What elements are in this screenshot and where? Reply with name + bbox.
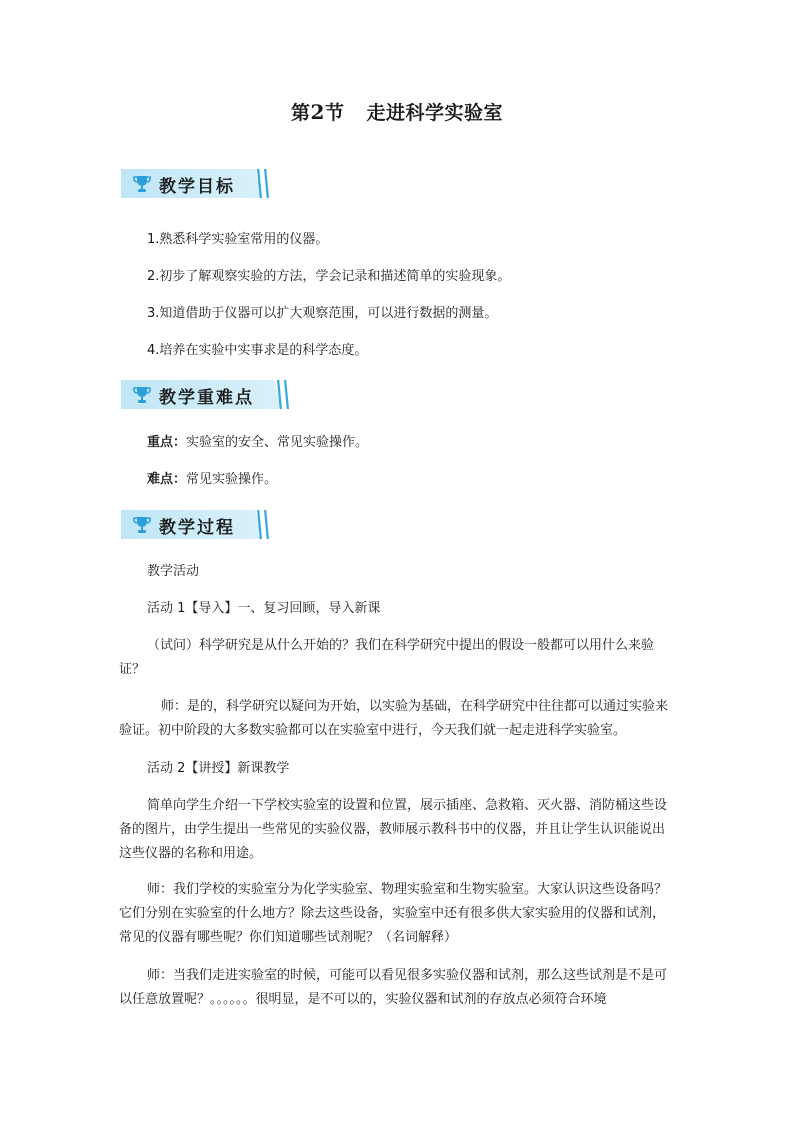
paragraph: 师：当我们走进实验室的时候，可能可以看见很多实验仪器和试剂，那么这些试剂是不是可以任意放置呢？。。。。。。很明显，是不可以的，实验仪器和试剂的存放点必须符合环境 [119, 968, 668, 1007]
activity-heading: 教学活动 [147, 564, 200, 579]
title-suffix: 节 [324, 102, 345, 124]
difficult-point-label: 难点： [147, 472, 187, 487]
page-title [0, 98, 794, 125]
key-point-line [147, 431, 368, 455]
key-point-label: 重点： [147, 435, 187, 450]
trophy-icon [132, 386, 152, 404]
activity-1-title: 活动 1【导入】一、复习回顾，导入新课 [147, 601, 381, 616]
key-point-text: 实验室的安全、常见实验操作。 [186, 435, 369, 450]
title-prefix: 第 [291, 102, 311, 124]
section-banner-process [121, 510, 271, 539]
objective-item: 4.培养在实验中实事求是的科学态度。 [147, 343, 368, 358]
difficult-point-line [147, 468, 277, 492]
objective-item: 3.知道借助于仪器可以扩大观察范围，可以进行数据的测量。 [147, 306, 498, 321]
title-section-number: 2 [310, 100, 325, 124]
paragraph: 师：是的，科学研究以疑问为开始，以实验为基础，在科学研究中往往都可以通过实验来验证。初中阶段的大多数实验都可以在实验室中进行，今天我们就一起走进科学实验室。 [119, 699, 669, 738]
objective-item: 2.初步了解观察实验的方法，学会记录和描述简单的实验现象。 [147, 269, 511, 284]
difficult-point-text: 常见实验操作。 [186, 472, 278, 487]
title-text: 走进科学实验室 [366, 102, 503, 124]
section-title-process: 教学过程 [159, 518, 235, 538]
section-title-objectives: 教学目标 [159, 177, 235, 197]
section-banner-objectives [121, 169, 271, 198]
activity-2-title: 活动 2【讲授】新课教学 [147, 761, 290, 776]
objective-item: 1.熟悉科学实验室常用的仪器。 [147, 232, 329, 247]
trophy-icon [132, 175, 152, 193]
paragraph: 师：我们学校的实验室分为化学实验室、物理实验室和生物实验室。大家认识这些设备吗？它们分别在实验室的什么地方？除去这些设备，实验室中还有很多供大家实验用的仪器和试剂，常见的仪器有哪些呢？你们知道哪些试剂呢？（名词解释） [119, 882, 668, 945]
trophy-icon [132, 516, 152, 534]
paragraph: （试问）科学研究是从什么开始的？我们在科学研究中提出的假设一般都可以用什么来验证？ [119, 638, 655, 677]
paragraph: 简单向学生介绍一下学校实验室的设置和位置，展示插座、急救箱、灭火器、消防桶这些设备的图片，由学生提出一些常见的实验仪器，教师展示教科书中的仪器，并且让学生认识能说出这些仪器的名称和用途。 [119, 798, 668, 861]
section-banner-key-points [121, 380, 291, 409]
section-title-key-points: 教学重难点 [159, 388, 254, 408]
